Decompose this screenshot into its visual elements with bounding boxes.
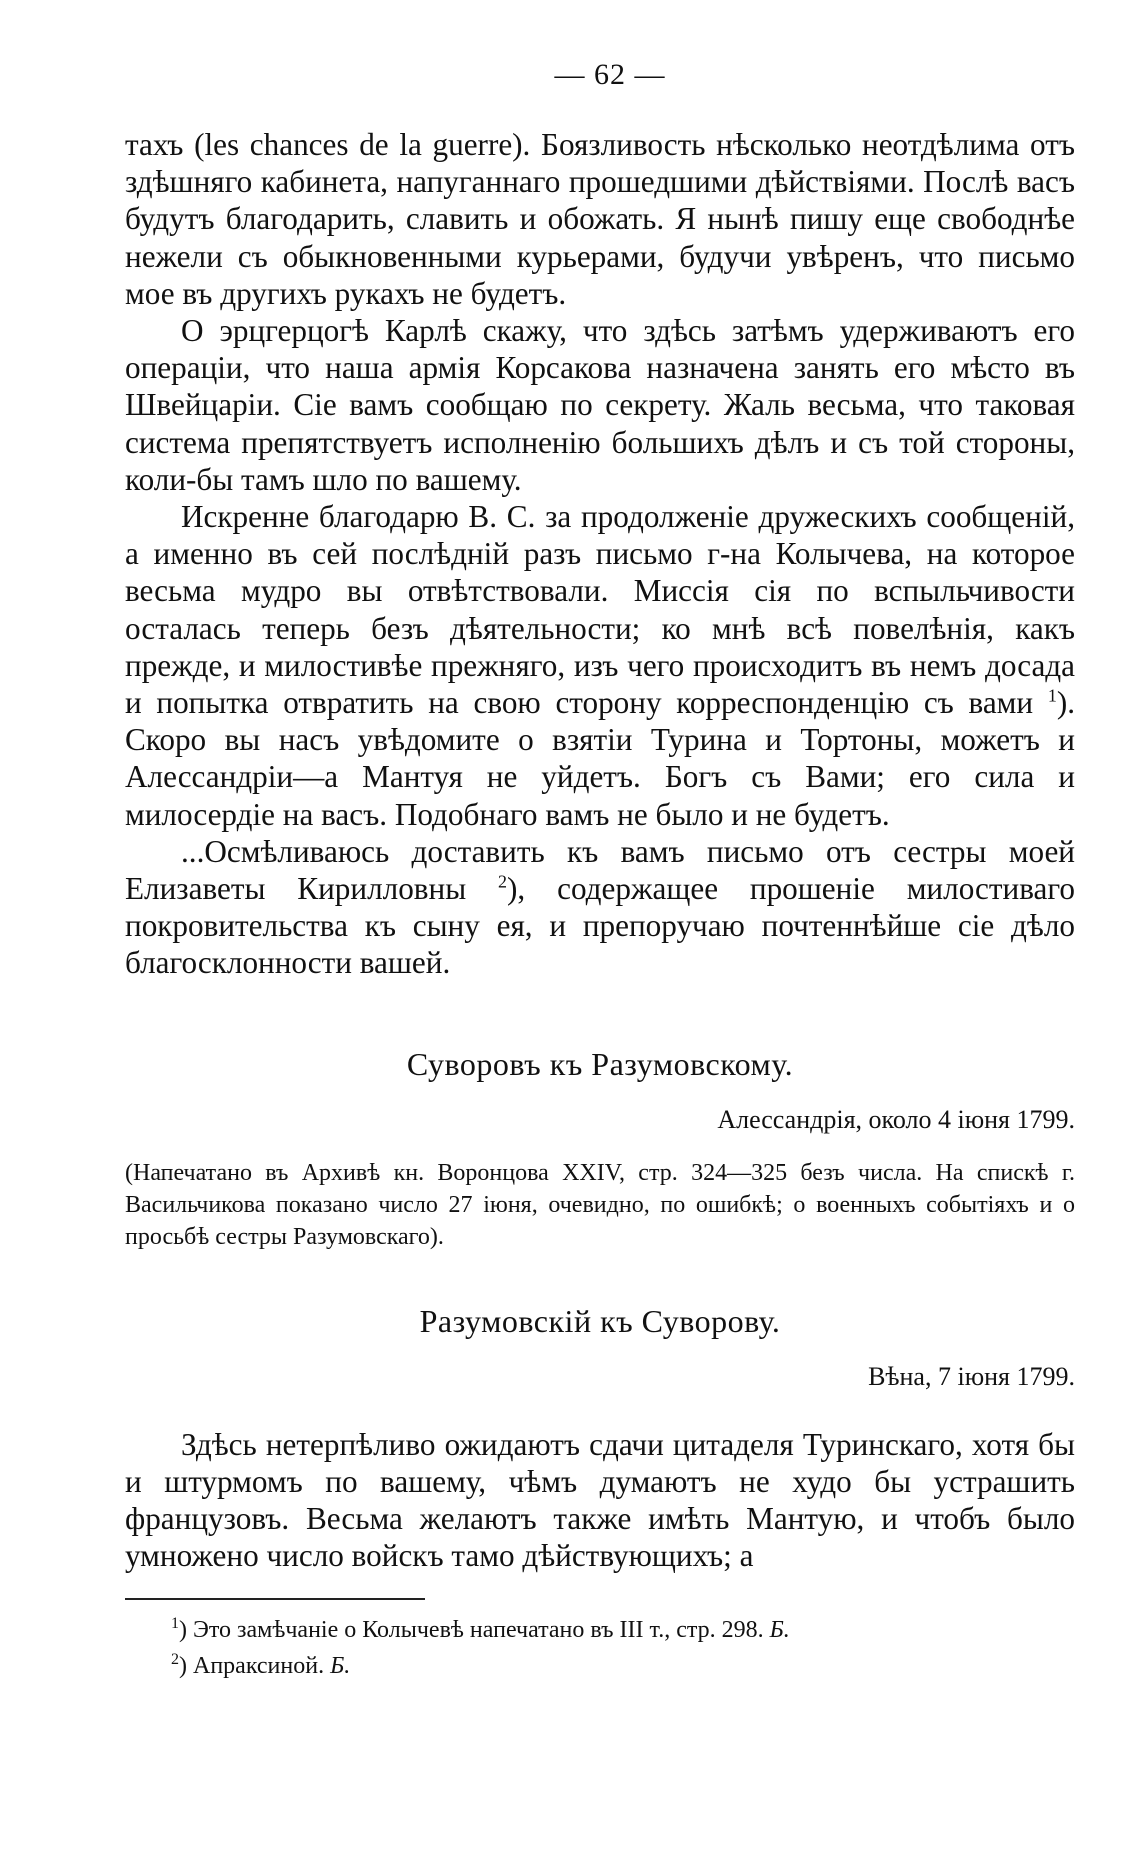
dateline-alessandria: Алессандрія, около 4 іюня 1799. — [717, 1104, 1075, 1134]
paragraph-3 — [125, 498, 1075, 833]
footnote-1 — [171, 1612, 1075, 1648]
paragraph-4-text-b: ), содержащее прошеніе милостиваго покровительства къ сыну ея, и препоручаю почтеннѣйше сіе дѣло благосклонности вашей. — [125, 871, 1075, 981]
footnote-ref-1: 1 — [1047, 685, 1057, 706]
paragraph-4 — [125, 833, 1075, 982]
letter-body — [125, 126, 1075, 982]
footnote-1-initial: Б. — [769, 1617, 790, 1644]
letter-2-paragraph: Здѣсь нетерпѣливо ожидаютъ сдачи цитаделя Туринскаго, хотя бы и штурмомъ по вашему, чѣмъ думаютъ не худо бы устрашить французовъ. Весьма желаютъ также имѣть Мантую, и чтобъ было умножено число войскъ тамо дѣйствующихъ; а — [125, 1426, 1075, 1574]
paragraph-4-text-a: ...Осмѣливаюсь доставить къ вамъ письмо отъ сестры моей Елизаветы Кирилловны — [125, 833, 1075, 907]
page-number: — 62 — — [554, 58, 666, 91]
footnote-2-mark: 2 — [171, 1651, 179, 1669]
letter-2-body — [125, 1426, 1075, 1575]
paragraph-1: тахъ (les chances de la guerre). Боязливость нѣсколько неотдѣлима отъ здѣшняго кабинета, напуганнаго прошедшими дѣйствіями. Послѣ васъ будутъ благодарить, славить и обожать. Я нынѣ пишу еще свободнѣе нежели съ обыкновенными курьерами, будучи увѣренъ, что письмо мое въ другихъ рукахъ не будетъ. — [125, 127, 1075, 311]
footnote-divider — [125, 1598, 425, 1600]
footnote-ref-2: 2 — [498, 871, 508, 892]
section-heading-razumovsky: Разумовскій къ Суворову. — [419, 1302, 781, 1339]
footnotes — [125, 1612, 1075, 1684]
paragraph-3-text-b: ). Скоро вы насъ увѣдомите о взятіи Турина и Тортоны, можетъ и Алессандріи—а Мантуя не уйдетъ. Богъ съ Вами; его сила и милосердіе на васъ. Подобнаго вамъ не было и не будетъ. — [125, 685, 1075, 832]
footnote-1-mark: 1 — [171, 1615, 179, 1633]
section-heading-suvorov: Суворовъ къ Разумовскому. — [406, 1045, 794, 1082]
paragraph-2: О эрцгерцогѣ Карлѣ скажу, что здѣсь затѣмъ удерживаютъ его операціи, что наша армія Корсакова назначена занять его мѣсто въ Швейцаріи. Сіе вамъ сообщаю по секрету. Жаль весьма, что таковая система препятствуетъ исполненію большихъ дѣлъ и съ той стороны, коли-бы тамъ шло по вашему. — [125, 313, 1075, 497]
dateline-vienna: Вѣна, 7 іюня 1799. — [868, 1361, 1075, 1391]
footnote-2-text: ) Апраксиной. — [179, 1653, 325, 1680]
footnote-2-initial: Б. — [330, 1653, 351, 1680]
footnote-2 — [171, 1648, 1075, 1684]
paragraph-3-text-a: Искренне благодарю В. С. за продолженіе дружескихъ сообщеній, а именно въ сей послѣдній разъ письмо г-на Колычева, на которое весьма мудро вы отвѣтствовали. Миссія сія по вспыльчивости осталась теперь безъ дѣятельности; ко мнѣ всѣ повелѣнія, какъ прежде, и милостивѣе прежняго, изъ чего происходитъ въ немъ досада и попытка отвратить на свою сторону корреспонденцію съ вами — [125, 499, 1075, 721]
footnote-1-text: ) Это замѣчаніе о Колычевѣ напечатано въ III т., стр. 298. — [179, 1617, 764, 1644]
editorial-note: (Напечатано въ Архивѣ кн. Воронцова XXIV, стр. 324—325 безъ числа. На спискѣ г. Васильчикова показано число 27 іюня, очевидно, по ошибкѣ; о военныхъ событіяхъ и о просьбѣ сестры Разумовскаго). — [125, 1159, 1075, 1250]
